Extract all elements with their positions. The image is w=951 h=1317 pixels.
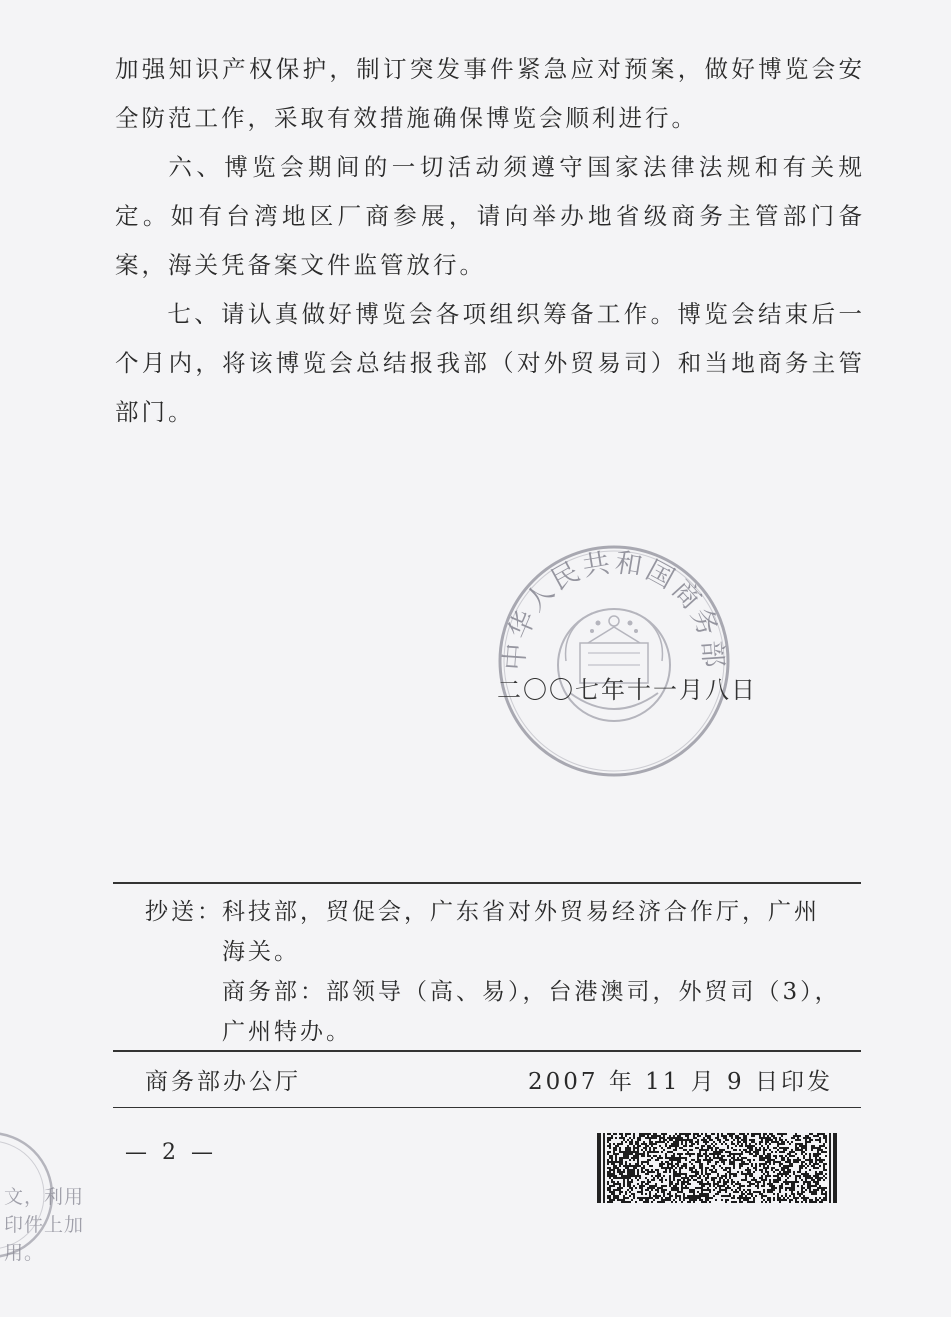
cc-recipients-internal: 商务部：部领导（高、易），台港澳司，外贸司（3），广州特办。 xyxy=(222,979,841,1045)
paragraph-text: 七、请认真做好博览会各项组织筹备工作。博览会结束后一个月内，将该博览会总结报我部（对外贸易司）和当地商务主管部门。 xyxy=(115,300,865,426)
print-date: 2007 年 11 月 9 日印发 xyxy=(528,1069,833,1095)
divider-top xyxy=(113,882,861,884)
signature-date: 二〇〇七年十一月八日 xyxy=(497,676,757,704)
barcode xyxy=(597,1133,837,1203)
paragraph-text: 加强知识产权保护，制订突发事件紧急应对预案，做好博览会安全防范工作，采取有效措施确保博览会顺利进行。 xyxy=(115,55,865,132)
corner-stamp xyxy=(0,1125,130,1275)
issuing-office: 商务部办公厅 xyxy=(145,1069,301,1095)
cc-recipients-external: 科技部，贸促会，广东省对外贸易经济合作厅，广州海关。 xyxy=(222,899,820,965)
page-number: — 2 — xyxy=(125,1140,217,1165)
cc-label: 抄送： xyxy=(145,899,223,925)
stamp-text-line: 文，利用 xyxy=(4,1186,85,1208)
paragraph-security-measures xyxy=(115,45,865,143)
stamp-text-line: 印件上加 xyxy=(4,1214,85,1236)
seal-text: 中华人民共和国商务部 xyxy=(499,547,729,672)
official-seal xyxy=(496,543,732,779)
stamp-text-line: 用。 xyxy=(4,1242,45,1264)
divider-bottom xyxy=(113,1107,861,1108)
divider-middle xyxy=(113,1050,861,1052)
paragraph-text: 六、博览会期间的一切活动须遵守国家法律法规和有关规定。如有台湾地区厂商参展，请向举办地省级商务主管部门备案，海关凭备案文件监管放行。 xyxy=(115,153,865,279)
paragraph-seven xyxy=(115,290,865,437)
paragraph-six xyxy=(115,143,865,290)
